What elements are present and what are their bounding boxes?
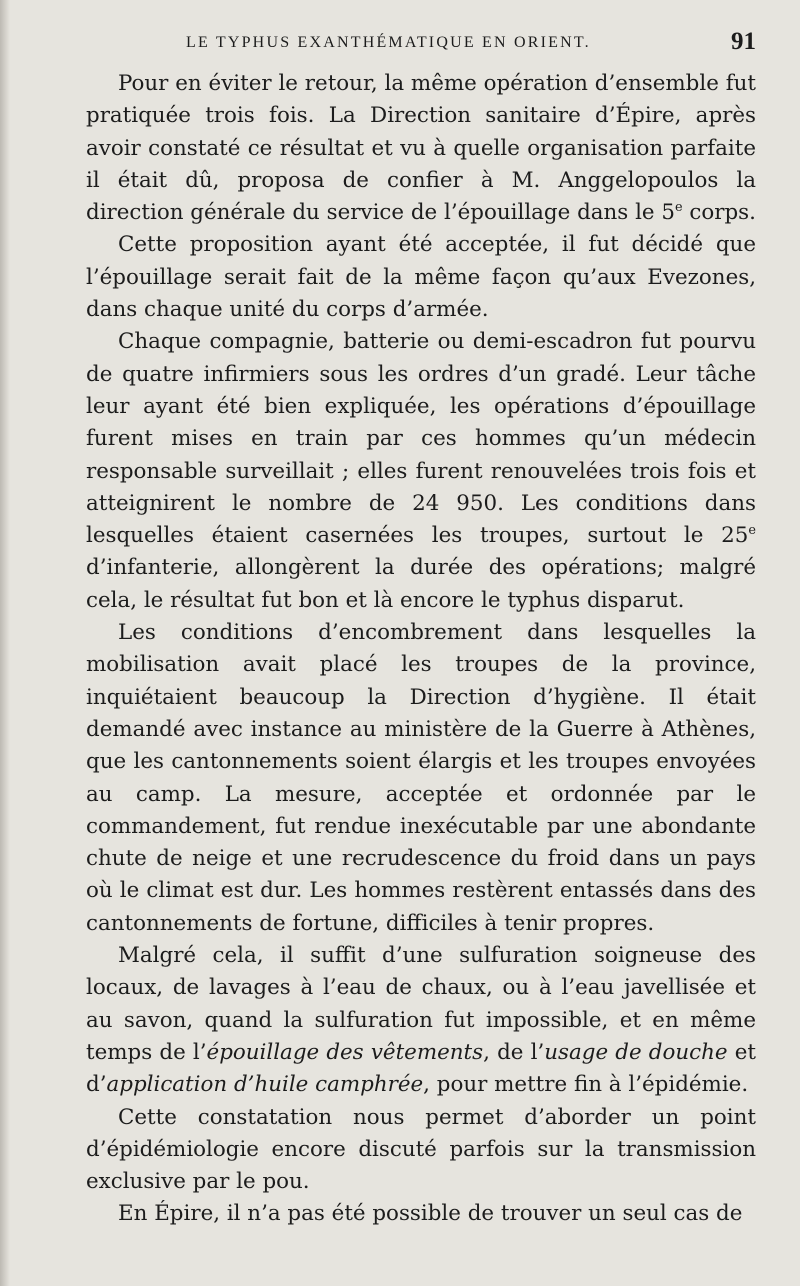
running-title: LE TYPHUS EXANTHÉMATIQUE EN ORIENT. [186, 34, 591, 51]
text-segment: Cette constatation nous permet d’aborder un point d’épidémiologie encore discuté parfois sur la transmission exclusive par le pou. [86, 1104, 756, 1195]
running-head [86, 28, 756, 68]
text-segment: , de l’ [483, 1039, 545, 1065]
text-segment: Cette proposition ayant été acceptée, il fut décidé que l’épouillage serait fait de la même façon qu’aux Evezones, dans chaque unité du corps d’armée. [86, 232, 756, 323]
paragraph [86, 326, 756, 617]
paragraph [86, 940, 756, 1101]
binding-shadow [0, 0, 10, 1286]
text-segment: Malgré cela, il suffit d’une sulfuration soigneuse des locaux, de lavages à l’eau de chaux, ou à l’eau javellisée et au savon, quand la sulfuration fut impossible, et en même temps de l’ [86, 943, 756, 1065]
text-segment: En Épire, il n’a pas été possible de trouver un seul cas de [118, 1201, 743, 1227]
body-text [86, 68, 756, 1231]
text-segment: et d’ [86, 1039, 756, 1098]
superscript: e [674, 200, 683, 216]
italic-text: application d’huile camphrée [106, 1072, 424, 1098]
text-segment: corps. [682, 200, 756, 226]
text-segment: Chaque compagnie, batterie ou demi-escadron fut pourvu de quatre infirmiers sous les ordres d’un gradé. Leur tâche leur ayant été bien expliquée, les opérations d’épouillage furent mises en train par ces hommes qu’un médecin responsable surveillait ; elles furent renouvelées trois fois et atteignirent le nombre de 24 950. Les conditions dans lesquelles étaient casernées les troupes, surtout le 25 [86, 329, 756, 549]
paragraph [86, 1198, 756, 1230]
italic-text: épouillage des vêtements [206, 1039, 484, 1065]
paragraph [86, 617, 756, 940]
superscript: e [748, 523, 756, 539]
paragraph [86, 68, 756, 229]
page-number: 91 [731, 28, 756, 55]
paragraph [86, 1102, 756, 1199]
text-segment: Les conditions d’encombrement dans lesquelles la mobilisation avait placé les troupes de la province, inquiétaient beaucoup la Direction d’hygiène. Il était demandé avec instance au ministère de la Guerre à Athènes, que les cantonnements soient élargis et les troupes envoyées au camp. La mesure, acceptée et ordonnée par le commandement, fut rendue inexécutable par une abondante chute de neige et une recrudescence du froid dans un pays où le climat est dur. Les hommes restèrent entassés dans des cantonnements de fortune, difficiles à tenir propres. [86, 620, 756, 936]
italic-text: usage de douche [544, 1039, 728, 1065]
text-segment: d’infanterie, allongèrent la durée des opérations; malgré cela, le résultat fut bon et là encore le typhus disparut. [86, 555, 756, 613]
text-segment: Pour en éviter le retour, la même opération d’ensemble fut pratiquée trois fois. La Direction sanitaire d’Épire, après avoir constaté ce résultat et vu à quelle organisation parfaite il était dû, proposa de confier à M. Anggelopoulos la direction générale du service de l’épouillage dans le 5 [86, 71, 756, 226]
paragraph [86, 229, 756, 326]
text-segment: , pour mettre fin à l’épidémie. [423, 1072, 749, 1098]
